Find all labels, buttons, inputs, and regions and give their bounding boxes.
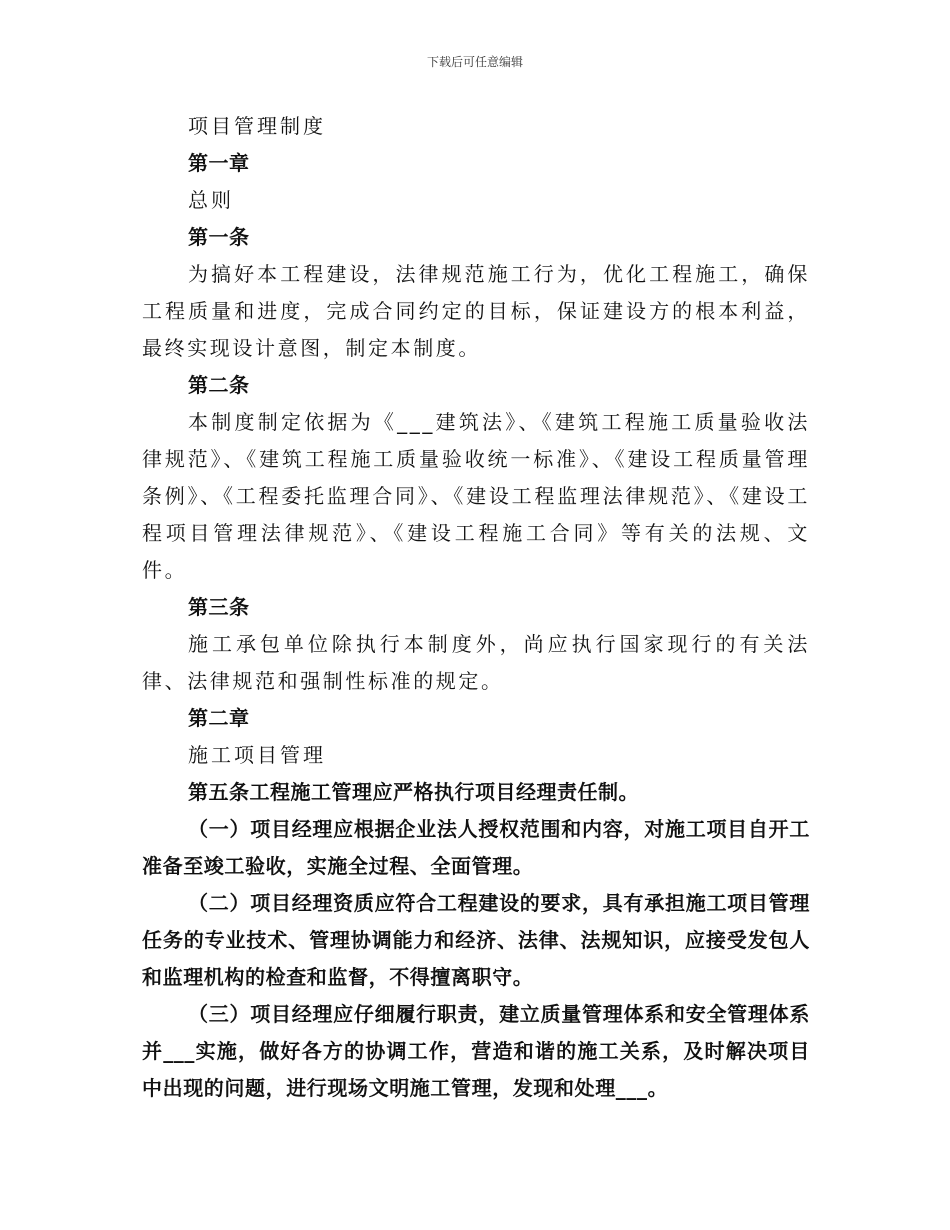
article-2-heading: 第二条	[188, 373, 250, 397]
chapter-2-name: 施工项目管理	[188, 743, 326, 767]
chapter-1-heading: 第一章	[188, 151, 250, 175]
article-5-item-2: （二）项目经理资质应符合工程建设的要求，具有承担施工项目管理任务的专业技术、管理协调能力和经济、法律、法规知识，应接受发包人和监理机构的检查和监督，不得擅离职守。	[142, 891, 810, 989]
article-5-item-1: （一）项目经理应根据企业法人授权范围和内容，对施工项目自开工准备至竣工验收，实施全过程、全面管理。	[142, 817, 810, 878]
article-5-item-3: （三）项目经理应仔细履行职责，建立质量管理体系和安全管理体系并___实施，做好各方的协调工作，营造和谐的施工关系，及时解决项目中出现的问题，进行现场文明施工管理，发现和处理___。	[142, 1002, 810, 1100]
article-1-heading: 第一条	[188, 225, 250, 249]
article-5-heading: 第五条工程施工管理应严格执行项目经理责任制。	[188, 780, 639, 804]
document-body	[142, 108, 810, 1107]
article-2-text: 本制度制定依据为《___建筑法》、《建筑工程施工质量验收法律规范》、《建筑工程施工质量验收统一标准》、《建设工程质量管理条例》、《工程委托监理合同》、《建设工程监理法律规范》、《建设工程项目管理法律规范》、《建设工程施工合同》等有关的法规、文件。	[142, 410, 810, 582]
article-3-heading: 第三条	[188, 595, 250, 619]
page-header-note: 下载后可任意编辑	[426, 55, 523, 69]
chapter-2-heading: 第二章	[188, 706, 250, 730]
document-title: 项目管理制度	[188, 114, 326, 138]
article-1-text: 为搞好本工程建设，法律规范施工行为，优化工程施工，确保工程质量和进度，完成合同约定的目标，保证建设方的根本利益，最终实现设计意图，制定本制度。	[142, 262, 810, 360]
article-3-text: 施工承包单位除执行本制度外，尚应执行国家现行的有关法律、法律规范和强制性标准的规定。	[142, 632, 810, 693]
chapter-1-name: 总则	[188, 188, 234, 212]
